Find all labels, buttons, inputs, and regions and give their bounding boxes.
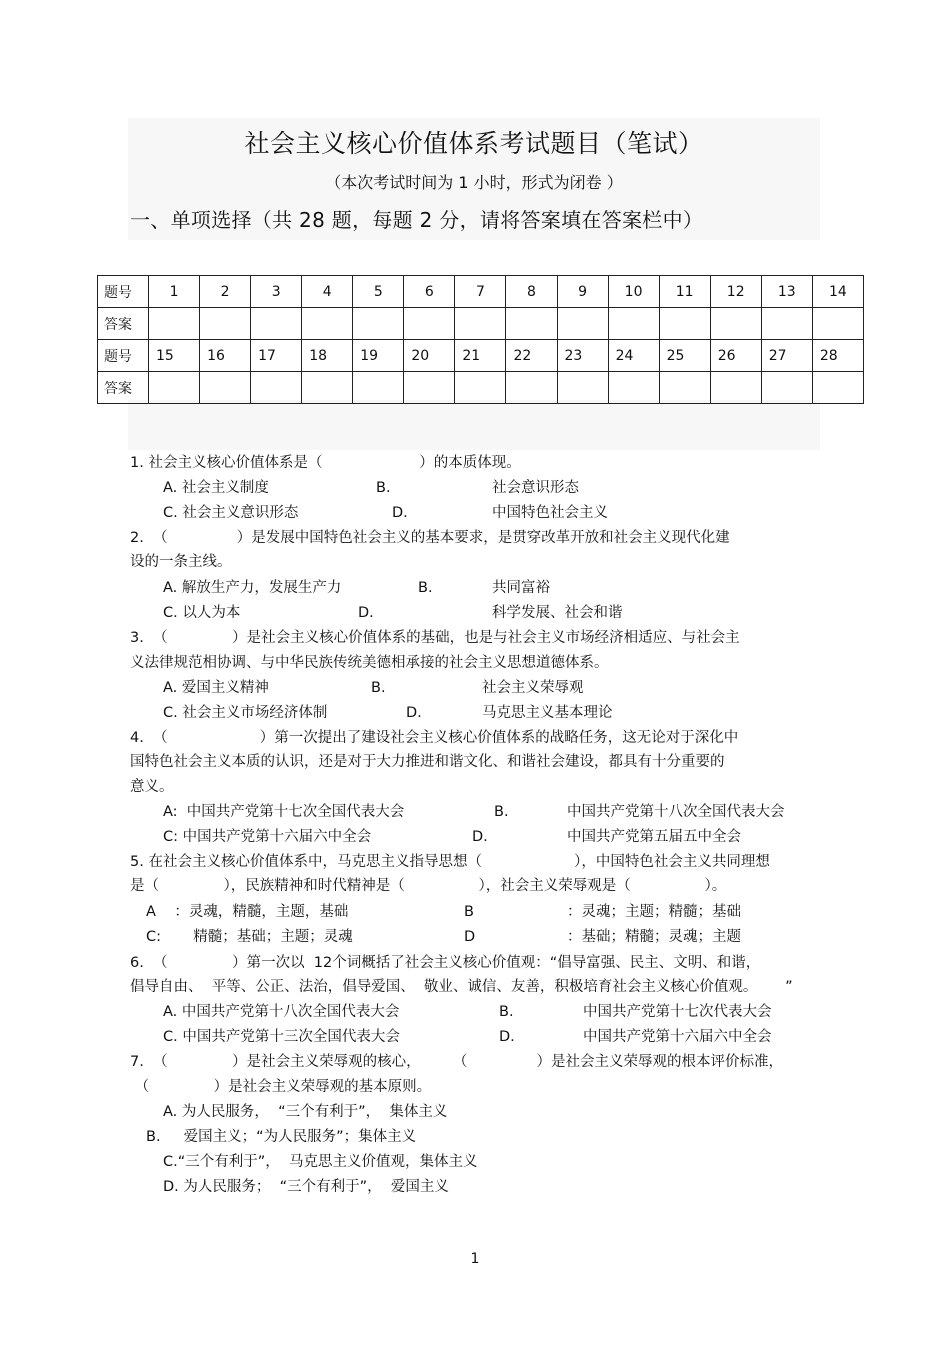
- answer-cell[interactable]: [353, 308, 404, 340]
- question-number-cell: 25: [659, 340, 710, 372]
- answer-cell[interactable]: [557, 308, 608, 340]
- question-6-text: A. 中国共产党第十八次全国代表大会: [163, 1004, 400, 1020]
- question-1-text: A. 社会主义制度: [163, 480, 269, 496]
- question-number-cell: 15: [149, 340, 200, 372]
- question-2-text: B.: [418, 580, 433, 596]
- question-5-text: ：灵魂；主题；精髓；基础: [567, 904, 741, 920]
- table-row: [98, 372, 864, 404]
- answer-cell[interactable]: [608, 372, 659, 404]
- question-number-cell: 7: [455, 276, 506, 308]
- question-number-cell: 23: [557, 340, 608, 372]
- question-number-cell: 22: [506, 340, 557, 372]
- answer-cell[interactable]: [812, 372, 863, 404]
- answer-cell[interactable]: [200, 308, 251, 340]
- question-5-text: D: [464, 929, 476, 945]
- question-4-text: 国特色社会主义本质的认识，还是对于大力推进和谐文化、和谐社会建设，都具有十分重要的: [130, 754, 725, 770]
- question-number-cell: 14: [812, 276, 863, 308]
- question-6-text: C. 中国共产党第十三次全国代表大会: [163, 1029, 400, 1045]
- question-2-text: 设的一条主线。: [130, 554, 232, 570]
- answer-cell[interactable]: [353, 372, 404, 404]
- question-number-cell: 28: [812, 340, 863, 372]
- question-4-text: D.: [472, 829, 488, 845]
- question-number-cell: 19: [353, 340, 404, 372]
- question-number-cell: 2: [200, 276, 251, 308]
- question-number-cell: 16: [200, 340, 251, 372]
- question-2-text: 科学发展、社会和谐: [492, 605, 623, 621]
- question-7-text: B. 爱国主义；“为人民服务”；集体主义: [146, 1129, 417, 1145]
- question-5-text: ：基础；精髓；灵魂；主题: [567, 929, 741, 945]
- answer-cell[interactable]: [149, 372, 200, 404]
- question-number-cell: 26: [710, 340, 761, 372]
- answer-cell[interactable]: [506, 372, 557, 404]
- answer-cell[interactable]: [455, 308, 506, 340]
- row-label: 题号: [98, 340, 149, 372]
- question-number-cell: 6: [404, 276, 455, 308]
- answer-cell[interactable]: [404, 372, 455, 404]
- question-number-cell: 12: [710, 276, 761, 308]
- question-number-cell: 13: [761, 276, 812, 308]
- question-1-text: 1. 社会主义核心价值体系是（ ）的本质体现。: [130, 455, 521, 471]
- question-number-cell: 9: [557, 276, 608, 308]
- question-3-text: 3. （ ）是社会主义核心价值体系的基础，也是与社会主义市场经济相适应、与社会主: [130, 630, 740, 646]
- question-6-text: 6. （ ）第一次以 12个词概括了社会主义核心价值观：“倡导富强、民主、文明、和谐，: [130, 955, 761, 971]
- answer-table: [97, 275, 864, 404]
- question-3-text: 义法律规范相协调、与中华民族传统美德相承接的社会主义思想道德体系。: [130, 655, 609, 671]
- answer-cell[interactable]: [455, 372, 506, 404]
- answer-cell[interactable]: [761, 372, 812, 404]
- answer-cell[interactable]: [761, 308, 812, 340]
- question-7-text: D. 为人民服务； “三个有利于”， 爱国主义: [163, 1179, 449, 1195]
- question-4-text: B.: [494, 804, 509, 820]
- question-number-cell: 8: [506, 276, 557, 308]
- question-number-cell: 24: [608, 340, 659, 372]
- row-label: 答案: [98, 308, 149, 340]
- question-5-text: C: 精髓；基础；主题；灵魂: [146, 929, 353, 945]
- question-number-cell: 4: [302, 276, 353, 308]
- answer-cell[interactable]: [302, 308, 353, 340]
- table-footer-band: [128, 400, 820, 450]
- question-6-text: 中国共产党第十七次代表大会: [583, 1004, 772, 1020]
- question-4-text: A: 中国共产党第十七次全国代表大会: [163, 804, 405, 820]
- table-row: [98, 340, 864, 372]
- table-row: [98, 276, 864, 308]
- question-1-text: 中国特色社会主义: [492, 505, 608, 521]
- answer-cell[interactable]: [608, 308, 659, 340]
- question-6-text: 倡导自由、 平等、公正、法治，倡导爱国、 敬业、诚信、友善，积极培育社会主义核心价值观。 ”: [130, 979, 793, 995]
- question-3-text: C. 社会主义市场经济体制: [163, 705, 328, 721]
- question-4-text: 中国共产党第十八次全国代表大会: [567, 804, 785, 820]
- question-3-text: 马克思主义基本理论: [482, 705, 613, 721]
- question-2-text: 共同富裕: [492, 580, 550, 596]
- question-5-text: B: [464, 904, 474, 920]
- question-6-text: 中国共产党第十六届六中全会: [583, 1029, 772, 1045]
- question-number-cell: 10: [608, 276, 659, 308]
- answer-cell[interactable]: [659, 308, 710, 340]
- question-7-text: 7. （ ）是社会主义荣辱观的核心， （ ）是社会主义荣辱观的根本评价标准，: [130, 1054, 783, 1070]
- question-number-cell: 21: [455, 340, 506, 372]
- question-6-text: D.: [499, 1029, 515, 1045]
- question-3-text: B.: [371, 680, 386, 696]
- answer-cell[interactable]: [506, 308, 557, 340]
- question-5-text: 是（ ），民族精神和时代精神是（ ），社会主义荣辱观是（ ）。: [130, 878, 727, 894]
- exam-info: （本次考试时间为 1 小时，形式为闭卷 ）: [325, 173, 623, 192]
- answer-cell[interactable]: [659, 372, 710, 404]
- question-3-text: A. 爱国主义精神: [163, 680, 269, 696]
- question-5-text: A ：灵魂，精髓，主题，基础: [146, 904, 349, 920]
- question-number-cell: 18: [302, 340, 353, 372]
- question-2-text: C. 以人为本: [163, 605, 241, 621]
- question-4-text: C: 中国共产党第十六届六中全会: [163, 829, 372, 845]
- question-number-cell: 20: [404, 340, 455, 372]
- question-number-cell: 27: [761, 340, 812, 372]
- question-2-text: 2. （ ）是发展中国特色社会主义的基本要求，是贯穿改革开放和社会主义现代化建: [130, 530, 730, 546]
- answer-cell[interactable]: [557, 372, 608, 404]
- table-row: [98, 308, 864, 340]
- question-7-text: （ ）是社会主义荣辱观的基本原则。: [130, 1079, 432, 1095]
- question-5-text: 5. 在社会主义核心价值体系中，马克思主义指导思想（ ），中国特色社会主义共同理想: [130, 854, 770, 870]
- question-4-text: 中国共产党第五届五中全会: [567, 829, 741, 845]
- question-2-text: A. 解放生产力，发展生产力: [163, 580, 342, 596]
- question-4-text: 4. （ ）第一次提出了建设社会主义核心价值体系的战略任务，这无论对于深化中: [130, 730, 739, 746]
- page-title: 社会主义核心价值体系考试题目（笔试）: [244, 129, 704, 158]
- answer-cell[interactable]: [710, 372, 761, 404]
- question-1-text: B.: [376, 480, 391, 496]
- section-heading: 一、单项选择（共 28 题，每题 2 分，请将答案填在答案栏中）: [130, 208, 704, 232]
- answer-cell[interactable]: [302, 372, 353, 404]
- question-number-cell: 11: [659, 276, 710, 308]
- question-number-cell: 1: [149, 276, 200, 308]
- question-number-cell: 3: [251, 276, 302, 308]
- question-number-cell: 5: [353, 276, 404, 308]
- answer-cell[interactable]: [710, 308, 761, 340]
- question-number-cell: 17: [251, 340, 302, 372]
- question-1-text: C. 社会主义意识形态: [163, 505, 299, 521]
- question-7-text: C.“三个有利于”， 马克思主义价值观，集体主义: [163, 1154, 478, 1170]
- page-number: 1: [470, 1251, 480, 1267]
- row-label: 题号: [98, 276, 149, 308]
- answer-cell[interactable]: [149, 308, 200, 340]
- question-3-text: D.: [406, 705, 422, 721]
- answer-cell[interactable]: [251, 308, 302, 340]
- row-label: 答案: [98, 372, 149, 404]
- question-1-text: D.: [392, 505, 408, 521]
- answer-cell[interactable]: [404, 308, 455, 340]
- answer-cell[interactable]: [200, 372, 251, 404]
- answer-cell[interactable]: [251, 372, 302, 404]
- question-4-text: 意义。: [130, 779, 174, 795]
- question-3-text: 社会主义荣辱观: [482, 680, 584, 696]
- question-6-text: B.: [499, 1004, 514, 1020]
- question-7-text: A. 为人民服务， “三个有利于”， 集体主义: [163, 1104, 448, 1120]
- answer-cell[interactable]: [812, 308, 863, 340]
- question-1-text: 社会意识形态: [492, 480, 579, 496]
- question-2-text: D.: [358, 605, 374, 621]
